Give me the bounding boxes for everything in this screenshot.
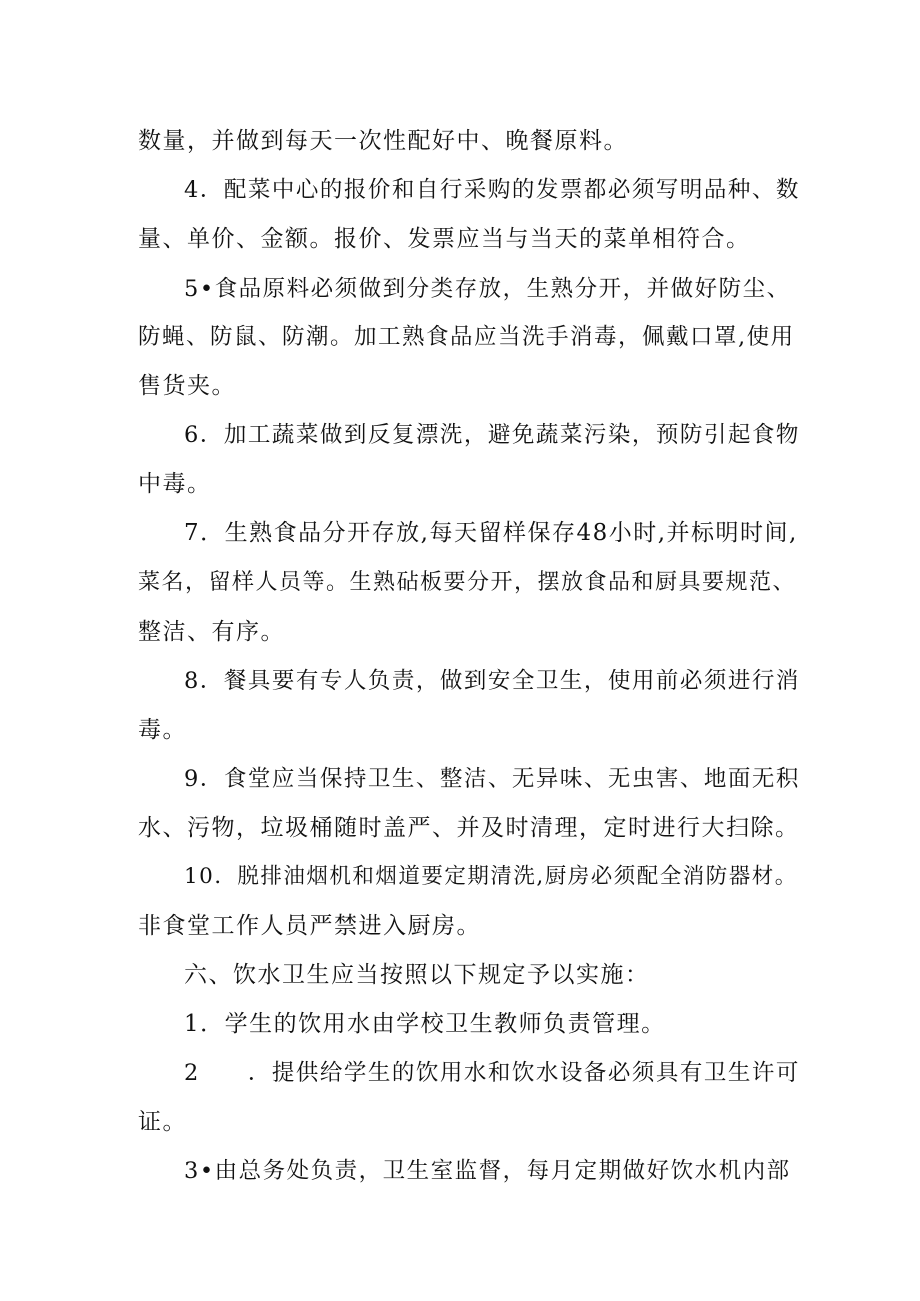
text-line: 4．配菜中心的报价和自行采购的发票都必须写明品种、数 <box>184 177 800 203</box>
text-line: 整洁、有序。 <box>138 619 285 645</box>
text-line: 8．餐具要有专人负责，做到安全卫生，使用前必须进行消 <box>184 668 800 694</box>
text-line: 六、饮水卫生应当按照以下规定予以实施： <box>184 962 650 988</box>
text-line: 9．食堂应当保持卫生、整洁、无异味、无虫害、地面无积 <box>184 766 800 792</box>
text-line: 2 ．提供给学生的饮用水和饮水设备必须具有卫生许可 <box>184 1060 800 1086</box>
text-line: 5•食品原料必须做到分类存放，生熟分开，并做好防尘、 <box>184 276 791 302</box>
text-line: 防蝇、防鼠、防潮。加工熟食品应当洗手消毒，佩戴口罩,使用 <box>138 324 795 350</box>
text-line: 非食堂工作人员严禁进入厨房。 <box>138 913 481 939</box>
text-line: 1．学生的饮用水由学校卫生教师负责管理。 <box>184 1011 666 1037</box>
text-line: 售货夹。 <box>138 373 236 399</box>
text-line: 6．加工蔬菜做到反复漂洗，避免蔬菜污染，预防引起食物 <box>184 422 800 448</box>
text-line: 水、污物，垃圾桶随时盖严、并及时清理，定时进行大扫除。 <box>138 815 800 841</box>
text-line: 证。 <box>138 1109 187 1135</box>
text-line: 7．生熟食品分开存放,每天留样保存48小时,并标明时间, <box>184 520 798 546</box>
text-line: 数量，并做到每天一次性配好中、晚餐原料。 <box>138 128 628 154</box>
text-line: 量、单价、金额。报价、发票应当与当天的菜单相符合。 <box>138 226 751 252</box>
text-line: 中毒。 <box>138 471 212 497</box>
text-line: 10．脱排油烟机和烟道要定期清洗,厨房必须配全消防器材。 <box>184 864 798 889</box>
text-line: 毒。 <box>138 717 187 743</box>
text-line: 菜名，留样人员等。生熟砧板要分开，摆放食品和厨具要规范、 <box>138 570 797 595</box>
text-line: 3•由总务处负责，卫生室监督，每月定期做好饮水机内部 <box>184 1158 791 1184</box>
